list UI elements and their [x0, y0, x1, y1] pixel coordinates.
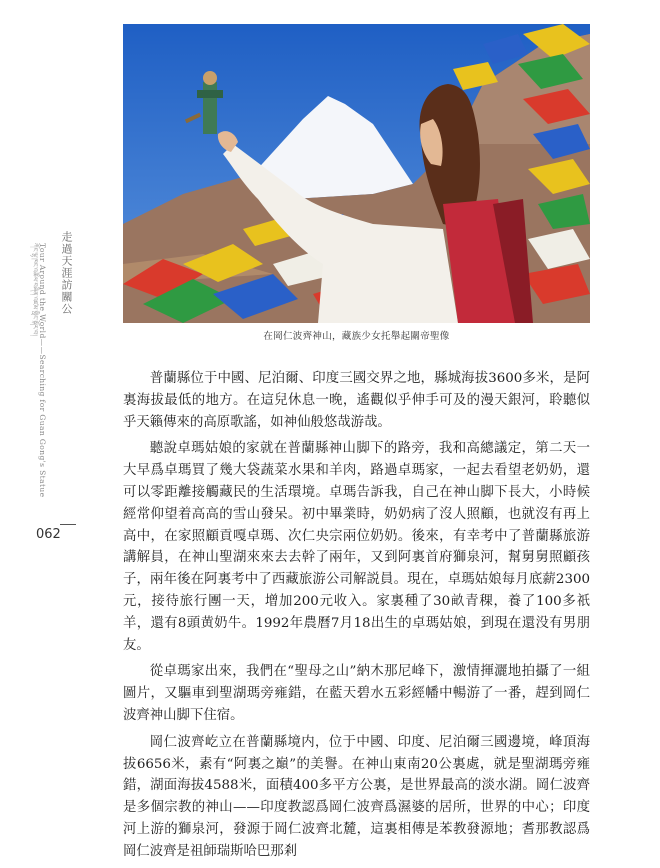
body-text — [123, 368, 590, 868]
tibetan-girl-photo — [123, 24, 590, 323]
page-number: 062 — [36, 527, 61, 542]
page-number-rule — [60, 524, 76, 525]
paragraph: 普蘭縣位于中國、尼泊爾、印度三國交界之地，縣城海拔3600多米，是阿裏海拔最低的地方。在這兒休息一晚，遙觀似乎伸手可及的漫天銀河，聆聽似乎天籟傳來的高原歌謠，如神仙般悠哉游哉。 — [123, 371, 590, 430]
photo-illustration — [123, 24, 590, 323]
photo-caption: 在岡仁波齊神山，藏族少女托舉起關帝聖像 — [263, 331, 450, 342]
paragraph: 岡仁波齊屹立在普蘭縣境内，位于中國、印度、尼泊爾三國邊境，峰頂海拔6656米，素有“阿裏之巔”的美譽。在神山東南20公裏處，就是聖湖瑪旁雍錯，湖面海拔4588米，面積400多平方公裏，是世界最高的淡水湖。岡仁波齊是多個宗教的神山——印度教認爲岡仁波齊爲濕婆的居所，世界的中心；印度河上游的獅泉河，發源于岡仁波齊北麓，這裏相傳是苯教發源地；耆那教認爲岡仁波齊是祖師瑞斯哈巴那剎 — [123, 734, 590, 859]
paragraph: 從卓瑪家出來，我們在“聖母之山”納木那尼峰下，激情揮灑地拍攝了一組圖片，又驅車到聖湖瑪旁雍錯，在藍天碧水五彩經幡中暢游了一番，趕到岡仁波齊神山脚下住宿。 — [123, 664, 590, 723]
paragraph: 聽說卓瑪姑娘的家就在普蘭縣神山脚下的路旁，我和高總議定，第二天一大早爲卓瑪買了幾大袋蔬菜水果和羊肉，路過卓瑪家，一起去看望老奶奶，還可以零距離接觸藏民的生活環境。卓瑪告訴我，自己在神山脚下長大，小時候經常仰望着高高的雪山發呆。初中畢業時，奶奶病了沒人照顧，也就沒有再上高中，在家照顧貢嘎卓瑪、次仁央宗兩位奶奶。後來，有幸考中了普蘭縣旅游講解員，在神山聖湖來來去去幹了兩年，又到阿裏首府獅泉河，幫舅舅照顧孩子，兩年後在阿裏考中了西藏旅游公司解説員。現在，卓瑪姑娘每月底薪2300元，接待旅行團一天，增加200元收入。家裏種了30畝青稞，養了100多祇羊，還有8頭黄奶牛。1992年農曆7月18出生的卓瑪姑娘，到現在還没有男朋友。 — [123, 441, 590, 653]
book-title-tibetan: ཀོང་ལྷ་ཁང་འཚོལ་བཞིན་འཛམ་གླིང་སྐོར་བ། — [31, 243, 39, 336]
book-title-english: Tour Around the World——Searching for Guan Gong's Statue — [38, 243, 47, 498]
book-title: 走過天涯訪關公 — [60, 231, 73, 315]
